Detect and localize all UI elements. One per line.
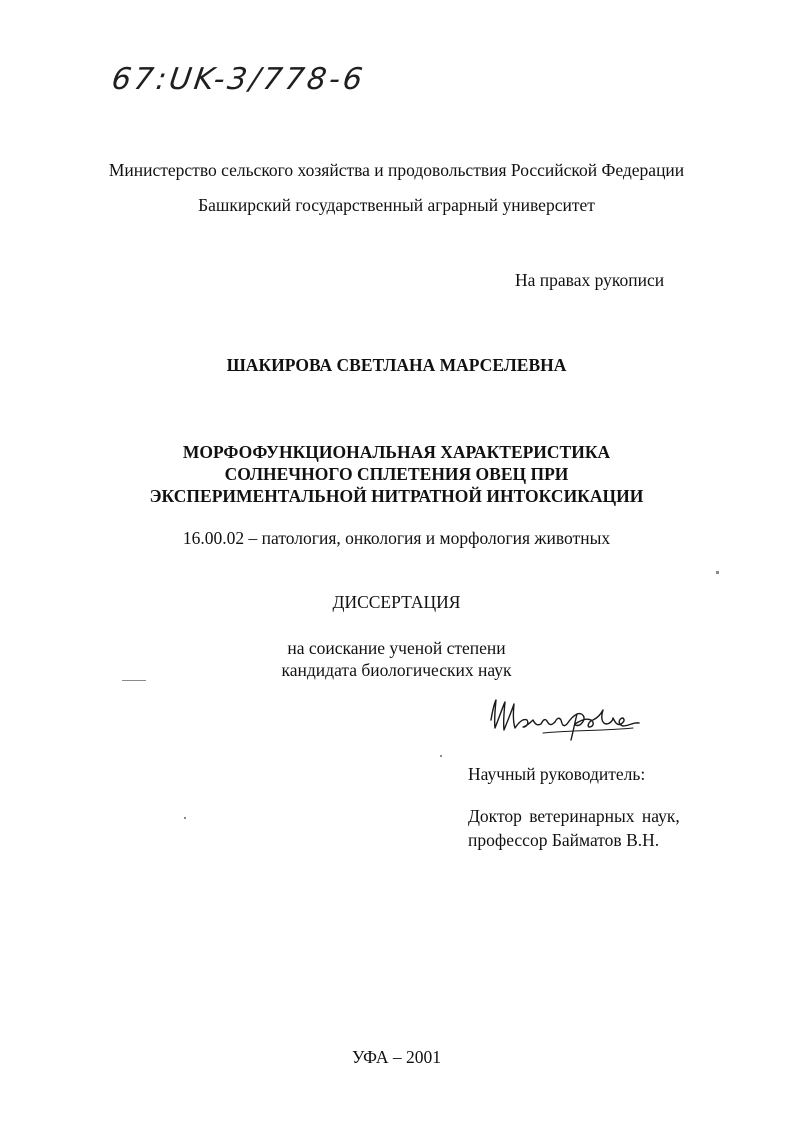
scan-mark (122, 680, 146, 681)
dissertation-title (0, 441, 793, 507)
manuscript-note: На правах рукописи (515, 270, 665, 290)
degree-line: кандидата биологических наук (281, 660, 512, 680)
degree-statement (0, 637, 793, 681)
scan-mark (184, 817, 186, 819)
university-name: Башкирский государственный аграрный университет (198, 195, 595, 215)
scan-mark (440, 755, 442, 757)
supervisor-degree: Доктор ветеринарных наук, (468, 806, 680, 826)
author-signature (483, 690, 643, 742)
supervisor-name: профессор Байматов В.Н. (468, 830, 660, 850)
title-line: МОРФОФУНКЦИОНАЛЬНАЯ ХАРАКТЕРИСТИКА (182, 442, 611, 462)
title-line: СОЛНЕЧНОГО СПЛЕТЕНИЯ ОВЕЦ ПРИ (224, 464, 569, 484)
author-name: ШАКИРОВА СВЕТЛАНА МАРСЕЛЕВНА (226, 355, 567, 375)
ministry-name: Министерство сельского хозяйства и продовольствия Российской Федерации (108, 160, 685, 180)
degree-line: на соискание ученой степени (287, 638, 506, 658)
title-line: ЭКСПЕРИМЕНТАЛЬНОЙ НИТРАТНОЙ ИНТОКСИКАЦИИ (149, 486, 644, 506)
supervisor-label: Научный руководитель: (468, 764, 646, 784)
scan-mark (716, 571, 719, 574)
catalog-number: 67:UK-3/778-6 (109, 62, 368, 97)
city-year: УФА – 2001 (352, 1047, 441, 1067)
specialty-code: 16.00.02 – патология, онкология и морфология животных (182, 528, 611, 548)
document-type: ДИССЕРТАЦИЯ (332, 592, 461, 612)
